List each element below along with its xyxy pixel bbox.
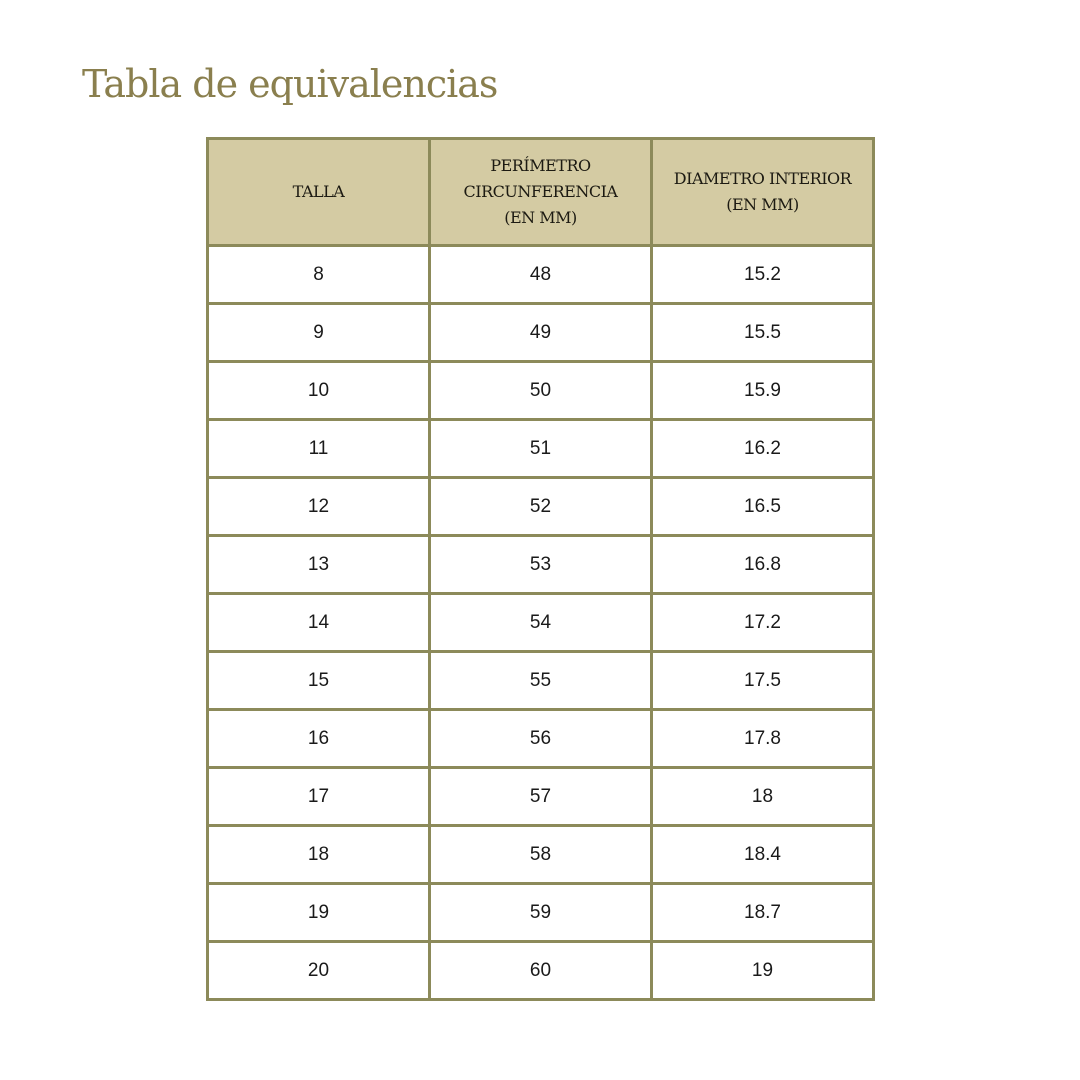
perimetro-cell: 54: [430, 594, 652, 652]
diametro-cell: 18: [652, 768, 874, 826]
talla-cell: 8: [208, 246, 430, 304]
perimetro-cell: 49: [430, 304, 652, 362]
header-talla: [208, 139, 430, 246]
header-line: TALLA: [292, 182, 345, 201]
header-line: CIRCUNFERENCIA: [463, 182, 618, 201]
talla-cell: 19: [208, 884, 430, 942]
perimetro-cell: 59: [430, 884, 652, 942]
table-row: [208, 652, 874, 710]
header-line: DIAMETRO INTERIOR: [673, 169, 852, 188]
header-line: (EN MM): [504, 208, 577, 227]
talla-cell: 16: [208, 710, 430, 768]
table-row: [208, 826, 874, 884]
perimetro-cell: 58: [430, 826, 652, 884]
table-row: [208, 536, 874, 594]
talla-cell: 20: [208, 942, 430, 1000]
diametro-cell: 15.5: [652, 304, 874, 362]
talla-cell: 12: [208, 478, 430, 536]
diametro-cell: 17.2: [652, 594, 874, 652]
diametro-cell: 16.8: [652, 536, 874, 594]
header-line: PERÍMETRO: [490, 156, 591, 175]
talla-cell: 13: [208, 536, 430, 594]
table-row: [208, 362, 874, 420]
talla-cell: 11: [208, 420, 430, 478]
header-perimetro: [430, 139, 652, 246]
perimetro-cell: 60: [430, 942, 652, 1000]
table-row: [208, 942, 874, 1000]
header-diametro: [652, 139, 874, 246]
size-equivalence-table: [206, 137, 875, 1001]
header-line: (EN MM): [726, 195, 799, 214]
perimetro-cell: 57: [430, 768, 652, 826]
diametro-cell: 17.5: [652, 652, 874, 710]
perimetro-cell: 48: [430, 246, 652, 304]
table-row: [208, 884, 874, 942]
perimetro-cell: 50: [430, 362, 652, 420]
perimetro-cell: 52: [430, 478, 652, 536]
diametro-cell: 16.2: [652, 420, 874, 478]
perimetro-cell: 56: [430, 710, 652, 768]
table-row: [208, 420, 874, 478]
talla-cell: 14: [208, 594, 430, 652]
page-title: Tabla de equivalencias: [82, 62, 498, 106]
header-row: [208, 139, 874, 246]
table-body: [208, 246, 874, 1000]
table-header: [208, 139, 874, 246]
diametro-cell: 18.7: [652, 884, 874, 942]
diametro-cell: 18.4: [652, 826, 874, 884]
diametro-cell: 16.5: [652, 478, 874, 536]
talla-cell: 15: [208, 652, 430, 710]
talla-cell: 9: [208, 304, 430, 362]
talla-cell: 18: [208, 826, 430, 884]
perimetro-cell: 51: [430, 420, 652, 478]
table-row: [208, 594, 874, 652]
perimetro-cell: 55: [430, 652, 652, 710]
table-row: [208, 304, 874, 362]
table-row: [208, 710, 874, 768]
talla-cell: 17: [208, 768, 430, 826]
diametro-cell: 17.8: [652, 710, 874, 768]
table-row: [208, 478, 874, 536]
diametro-cell: 15.9: [652, 362, 874, 420]
talla-cell: 10: [208, 362, 430, 420]
diametro-cell: 19: [652, 942, 874, 1000]
table-row: [208, 246, 874, 304]
table-row: [208, 768, 874, 826]
perimetro-cell: 53: [430, 536, 652, 594]
diametro-cell: 15.2: [652, 246, 874, 304]
